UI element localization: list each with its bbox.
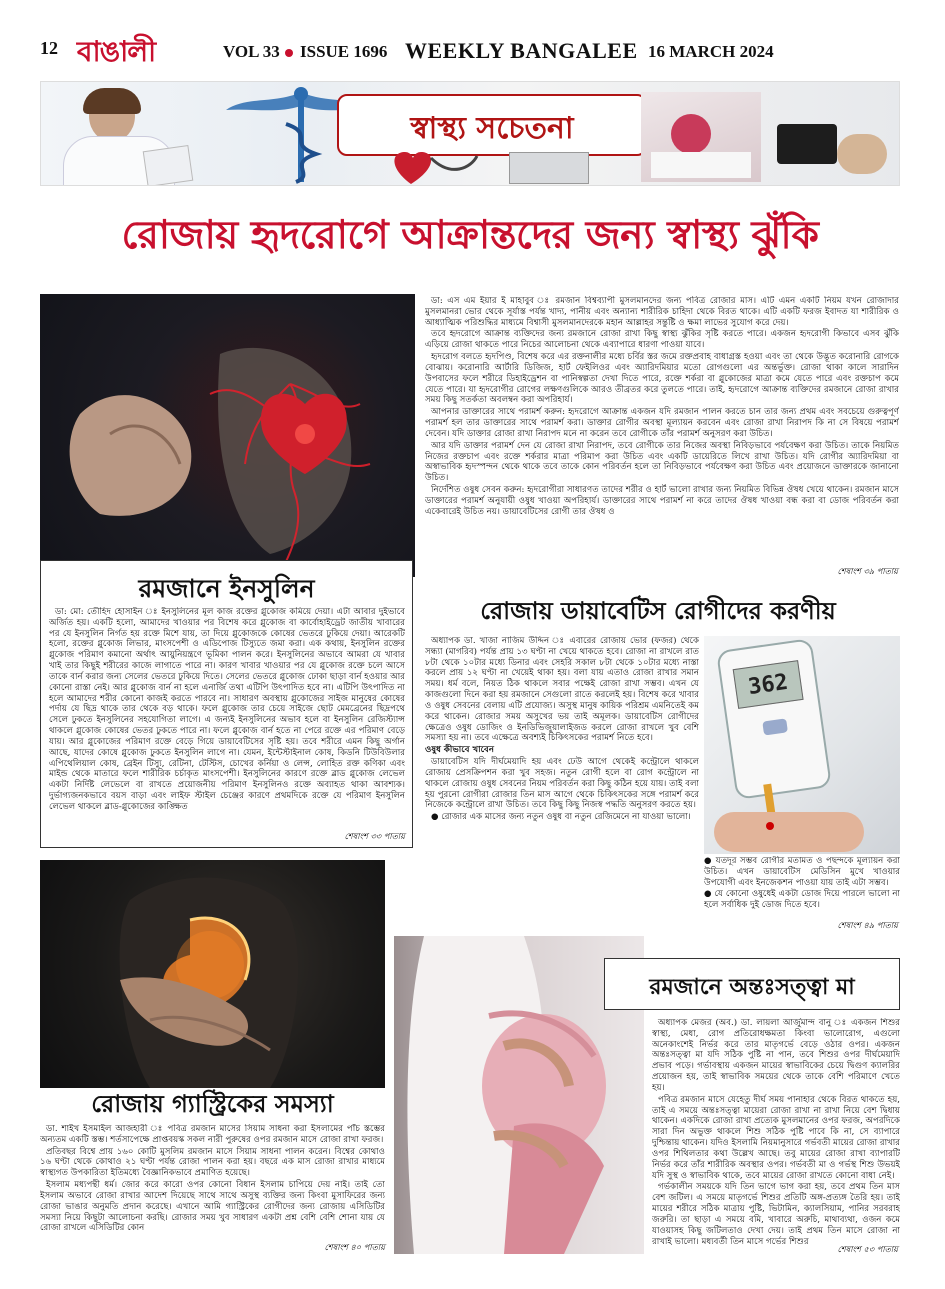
gastric-paragraph: ইসলাম মধ্যপন্থী ধর্ম। জোর করে কারো ওপর কোনো বিধান ইসলাম চাপিয়ে দেয় নাই। তাই তো ইসলাম অভাবে রোজা রাখার আদেশ দিয়েছে সাথে সাথে অসুস্থ ব্যক্তির জন্য কিংবা মুসাফিরের জন্য রোজা ভাঙার অনুমতি প্রদান করেছে। এখানে আমি গ্যাস্ট্রিকের রোগীদের জন্য রোজায় এসিডিটির সমস্যা নিয়ে কিছুটা আলোচনা করছি। রোজার সময় খুব সাধারণ একটা প্রশ্ন বেশি বেশি শোনা যায় যে রোজা রাখলে এসিডিটির কোন (40, 1180, 385, 1234)
banner-title: স্বাস্থ্য সচেতনা (410, 111, 574, 146)
gastric-continued: শেষাংশ ৪০ পাতায় (324, 1242, 385, 1252)
doctor-figure (49, 88, 199, 186)
diabetes-bullet: ● যে কোনো ওষুধেই একটা ডোজ দিয়ে পারলে ভালো না হলে সর্বাধিক দুই ডোজ দিতে হবে। (704, 889, 900, 911)
banner-title-box (337, 94, 647, 156)
diabetes-bullet: ● যতদূর সম্ভব রোগীর মতামত ও পছন্দকে মূল্যায়ন করা উচিত। এখন ডায়াবেটিস মেডিসিন মুখে খাওয়ার উপযোগী এবং ইনজেকশন পাওয়া যায় তাই এটা সম্ভব। (704, 856, 900, 888)
diabetes-title: রোজায় ডায়াবেটিস রোগীদের করণীয় (480, 597, 836, 625)
health-banner (40, 81, 900, 186)
pregnancy-continued: শেষাংশ ৫৩ পাতায় (837, 1244, 898, 1254)
dot-separator (285, 49, 293, 57)
heart-paragraph: আর যদি ডাক্তার পরামর্শ দেন যে রোজা রাখা নিরাপদ, তবে রোগীকে তার নিজের অবস্থা নিবিড়ভাবে পর্যবেক্ষণ করা উচিত। তাকে নিয়মিত নিজের রক্তচাপ এবং রক্তে শর্করার মাত্রা পরিমাপ করা উচিত এবং একটি ডায়েরিতে লিখে রাখা উচিত। যদি রোগীর অ্যারিদমিয়া বা অস্বাভাবিক হৃদস্পন্দন থেকে থাকে তবে তাকে কোন পরিবর্তন হলে তা নিবিড়ভাবে পর্যবেক্ষণ করা উচিত এবং প্রয়োজনে ডাক্তারকে জানানো উচিত। (425, 440, 899, 484)
pregnancy-paragraph: অধ্যাপক মেজর (অব.) ডা. লায়লা আর্জুমান্দ বানু ঃ একজন শিশুর স্বাস্থ্য, মেধা, রোগ প্রতিরোধক্ষমতা কিংবা ভালোরোগ, এগুলো অনেকাংশেই নির্ভর করে তার মাতৃগর্ভে বেড়ে ওঠার ওপর। একজন অন্তঃসত্ত্বা মা যদি সঠিক পুষ্টি না পান, তবে শিশুর ওপর দীর্ঘমেয়াদি প্রভাব পড়ে। গর্ভাবস্থায় একজন মায়ের স্বাভাবিকের চেয়ে দ্বিগুণ ক্যালরির প্রয়োজন হয়, তাই স্বাভাবিক সময়ের থেকে তাকে বেশি পরিমাণে খেতে হয়। (652, 1018, 900, 1093)
heart-stethoscope-image (381, 148, 481, 186)
main-headline: রোজায় হৃদরোগে আক্রান্তদের জন্য স্বাস্থ্য ঝুঁকি (121, 213, 819, 258)
heart-article-body (425, 296, 899, 568)
diabetes-paragraph: ● রোজার এক মাসের জন্য নতুন ওষুধ বা নতুন রেজিমেনে না যাওয়া ভালো। (431, 812, 691, 823)
pill-box-image (509, 152, 589, 184)
diabetes-continued: শেষাংশ ৪৯ পাতায় (837, 920, 898, 930)
issue-date: 16 MARCH 2024 (648, 42, 774, 61)
heart-paragraph: আপনার ডাক্তারের সাথে পরামর্শ করুন: হৃদরোগে আক্রান্ত একজন যদি রমজান পালন করতে চান তার জন্য প্রথম এবং সবচেয়ে গুরুত্বপূর্ণ পরামর্শ হল তার ডাক্তারের সাথে পরামর্শ করা। ডাক্তার রোগীর অবস্থা মূল্যায়ন করবেন এবং রোজা রাখা নিরাপদ কি না সে বিষয়ে পরামর্শ দেবেন। যদি ডাক্তার রোজা রাখা নিরাপদ মনে না করেন তবে রোগীকে তাঁর পরামর্শ অনুসরণ করা উচিত। (425, 407, 899, 439)
masthead (0, 0, 945, 78)
pregnancy-title: রমজানে অন্তঃসত্ত্বা মা (649, 975, 855, 1000)
insulin-continued: শেষাংশ ৩৩ পাতায় (344, 831, 405, 841)
gastric-paragraph: ডা. শাইখ ইসমাইল আজহারী ঃ পবিত্র রমজান মাসের সিয়াম সাধনা করা ইসলামের পাঁচ স্তম্ভের অন্যতম একটি স্তম্ভ। শর্তসাপেক্ষে প্রাপ্তবয়স্ক সকল নারী পুরুষের ওপর রমজান মাসে রোজা রাখা ফরজ। (40, 1124, 385, 1145)
stomach-pain-image (40, 860, 385, 1088)
insulin-title: রমজানে ইনসুলিন (138, 574, 315, 603)
glucometer-screen (733, 660, 804, 709)
volume: VOL 33 (223, 42, 280, 61)
pregnancy-title-box (604, 958, 900, 1010)
logo (64, 26, 168, 74)
heart-attack-image (40, 294, 415, 577)
diabetes-bullets (704, 856, 900, 922)
insulin-paragraph: ডা: মো: তৌহিদ হোসাইন ঃ ইনসুলিনের মূল কাজ রক্তের গ্লুকোজ কমিয়ে দেয়া। এটা আবার দুইভাবে অর্জিত হয়। একটি হলো, আমাদের খাওয়ার পর বিশেষ করে গ্লুকোজ বা কার্বোহাইড্রেট জাতীয় খাবারের পর যে ইনসুলিন নির্গত হয় রক্তে মিশে যায়, তা দিয়ে গ্লুকোজকে কোষের ভেতরে ঢুকিয়ে দেয়া। আরেকটি হলো, রক্তের গ্লুকোজ লিভার, মাংসপেশী ও এডিপোজ টিস্যুতে জমা করা। এক কথায়, ইনসুলিন রক্তের গ্লুকোজ পরিমাণ কমানো অর্থাৎ আয়ুনিয়ন্ত্রণে ভূমিকা পালন করে। ইনসুলিনের অভাবে আমরা যে খাবার খাই তার কিছুই শরীরের কাজে লাগাতে পারে না। কারণ খাবার খাওয়ার পর যে গ্লুকোজ রক্তে চলে আসে তাকে বার্ন করার জন্য সেলের ভেতরে ঢুকিয়ে দিতে। সেলের ভেতরে গ্লুকোজ ঢোকা ছাড়া বার্ন হওয়ার আর কোনো রাস্তা নেই। আর গ্লুকোজ বার্ন না হলে এনার্জি তথা এটিপি উৎপাদিত হবে না। এটিপি উৎপাদিত না হলে আমাদের শরীর কোনো কাজই করতে পারবে না। সাধারণ অবস্থায় গ্লুকোজের সাইজ মানুষের কোষের পর্দায় যে ছিদ্র থাকে তার থেকে বড় থাকে। ফলে গ্লুকোজ তার চেয়ে সাইজে ছোট মেমব্রেনের ছিদ্রপথে সেলে ঢুকতে ইনসুলিনের সহযোগিতা লাগে। এ জন্যই ইনসুলিনের অভাব হলে বা ইনসুলিন রেজিস্ট্যান্স থাকলে গ্লুকোজ কোষের ভেতর ঢুকতে পারে না। ফলে গ্লুকোজ বার্ন হতে না পেরে রক্তে এর পরিমাণ বেড়ে যায়। আর গ্লুকোজের পরিমাণ রক্তে বেড়ে গিয়ে ডায়াবেটিসের সৃষ্টি হয়। তবে শরীরে এমন কিছু অর্গান আছে, যাদের কোষে গ্লুকোজ ঢুকতে ইনসুলিন লাগে না। যেমন, ইন্টেস্টাইনাল কোষ, কিডনি টিউবিউলার এপিথেলিয়াল কোষ, ব্রেইন টিস্যু, রেটিনা, টেস্টিস, চোখের কর্নিয়া ও লেন্স, লোহিত রক্ত কণিকা এবং মাইন্ড থেকে মাতারে ফলে শারীরিক চর্চাকৃত মাংসপেশী। ইনসুলিনের কারণে রক্তে ব্লাড গ্লুকোজ লেভেল একটা নির্দিষ্ট লেভেলে বা রাখতে প্রয়োজনীয় পরিমাণ ইনসুলিনও রক্তে অব্যাহত থাকা আবশ্যক। দুর্ভাগ্যজনকভাবে বয়স বাড়া এবং লাইফ স্টাইল চেঞ্জের কারণে প্রথমদিকে রক্তে যে পরিমাণ ইনসুলিন লেভেল থাকলে ব্লাড-গ্লুকোজের কাঙ্ক্ষিত (49, 607, 405, 812)
pregnancy-paragraph: পবিত্র রমজান মাসে যেহেতু দীর্ঘ সময় পানাহার থেকে বিরত থাকতে হয়, তাই এ সময়ে অন্তঃসত্ত্বা মায়েরা রোজা রাখা না রাখা নিয়ে বেশ দ্বিধায় থাকেন। একদিকে রোজা রাখা প্রত্যেক মুসলমানের ওপর ফরজ, অপরদিকে সারা দিন অভুক্ত থাকলে শিশু সঠিক পুষ্টি পাবে কি না, সে ব্যাপারে দুশ্চিন্তায় থাকেন। যদিও ইসলামি নিয়মানুসারে গর্ভবতী মায়ের রোজা রাখার ওপর শিথিলতার কথা উল্লেখ আছে। তবু মায়ের রোজা রাখা ব্যাপারটি নির্ভর করে তাঁর শারীরিক অবস্থার ওপর। গর্ভবতী মা ও গর্ভস্থ শিশু উভয়ই যদি সুস্থ ও স্বাভাবিক থাকে, তবে মায়ের রোজা রাখতে কোনো বাধা নেই। (652, 1094, 900, 1181)
heart-paragraph: নির্দেশিত ওষুধ সেবন করুন: হৃদরোগীরা সাধারণত তাদের শরীর ও হার্ট ভালো রাখার জন্য নিয়মিত বিভিন্ন ঔষধ খেয়ে থাকেন। রমজান মাসে ডাক্তারের পরামর্শ অনুযায়ী ওষুধ খাওয়া অপরিহার্য। ডাক্তারের সাথে পরামর্শ না করে তাদের ঔষধ খাওয়া বন্ধ করা বা ডোজ পরিবর্তন করা একেবারেই উচিত নয়। ডায়াবেটিসের রোগী তার ঔষধ ও (425, 485, 899, 517)
finger (714, 812, 864, 852)
pregnancy-body (652, 1018, 900, 1252)
heart-paragraph: তবে হৃদরোগে আক্রান্ত ব্যক্তিদের জন্য রমজানে রোজা রাখা কিছু স্বাস্থ্য ঝুঁকির সৃষ্টি করতে পারে। একজন হৃদরোগী কিভাবে এসব ঝুঁকি এড়িয়ে রোজা থাকতে পারে নিচের আলোচনা থেকে এব্যাপারে ধারণা পাওয়া যাবে। (425, 329, 899, 351)
gastric-paragraph: প্রতিবছর বিশ্বে প্রায় ১৬০ কোটি মুসলিম রমজান মাসে সিয়াম সাধনা পালন করেন। বিশ্বের কোথাও ১৬ ঘণ্টা থেকে কোথাও ২১ ঘণ্টা পর্যন্ত রোজা পালন করা হয়। বছরে এক মাস রোজা রাখার মাধ্যমে স্বাস্থ্যগত উপকারিতা ইতিমধ্যে বৈজ্ঞানিকভাবে প্রমাণিত হয়েছে। (40, 1146, 385, 1179)
heart-paragraph: হৃদরোগ বলতে হৃদপিণ্ড, বিশেষ করে এর রক্তনালীর মধ্যে চর্বির স্তর জমে রক্তপ্রবাহ বাধাগ্রস্ত হওয়া এবং তা থেকে উদ্ভূত করোনারি রোগকে বোঝায়। করোনারি আর্টারি ডিজিজ, হার্ট ফেইলিওর এবং অ্যারিদমিয়ার মতো রোগগুলো এর অন্তর্ভুক্ত। রোজা থাকা কালে সারাদিন উপবাসের ফলে শরীরে ডিহাইড্রেশন বা পানিস্বল্পতা দেখা দিতে পারে, রক্তে শর্করা বা গ্লুকোজের মাত্রা কমে যেতে পারে এবং রক্তচাপ কমে যেতে পারে। যা হৃদরোগীর রোগের লক্ষণগুলিকে আরও তীব্রতর করে তুলতে পারে। তাই, হৃদরোগে আক্রান্ত ব্যক্তিদের রমজানে রোজা রাখার সময় কিছু সতর্কতা অবলম্বন করা অপরিহার্য। (425, 352, 899, 406)
issue: ISSUE 1696 (300, 42, 388, 61)
gastric-body (40, 1124, 385, 1242)
heart-paragraph: ডা: এস এম ইয়ার ই মাহাবুব ঃ রমজান বিশ্বব্যাপী মুসলমানদের জন্য পবিত্র রোজার মাস। এটি এমন একটি নিয়ম যখন রোজাদার মুসলমানরা ভোর থেকে সূর্যাস্ত পর্যন্ত খাদ্য, পানীয় এবং অন্যান্য শারীরিক চাহিদা থেকে বিরত থাকে। এটি একটি ফরজ ইবাদত যা শারীরিক ও আধ্যাত্মিক পরিশুদ্ধির মাধ্যমে বিশ্বাসী মুসলমানদেরকে মহান আল্লাহর সন্তুষ্টি ও ক্ষমা লাভের সুযোগ করে দেয়। (425, 296, 899, 328)
heart-continued: শেষাংশ ৩৯ পাতায় (837, 566, 898, 576)
diabetes-paragraph: অধ্যাপক ডা. খাজা নাজিম উদ্দিন ঃ এবারের রোজায় ভোর (ফজর) থেকে সন্ধ্যা (মাগরিব) পর্যন্ত প্রায় ১৩ ঘণ্টা না খেয়ে থাকতে হবে। রোজা না রাখলে রাত ৮টা থেকে ১০টার মধ্যে ডিনার এবং সেহরি সকাল ৮টা থেকে ১০টার মধ্যে নাস্তা করলে প্রায় ১২ ঘণ্টা না খেয়েই থাকা হয়। বলা যায় এতাও রোজা রাখার সমান সময়। ধর্ম বলে, নিয়ত ঠিক থাকলে সবার পক্ষেই রোজা রাখা সম্ভব। এখন যে কাজগুলো দিনে করা হয় রমজানে সেগুলো রাতে করলেই হয়। বিশেষ করে খাবার ও ওষুধ সেবনের বেলায় এটি প্রযোজ্য। অসুস্থ মানুষ কায়িক পরিশ্রম এমনিতেই কম করে থাকেন। রোজার সময় অসুখের ভয় তাই অমূলক। ডায়াবেটিস রোগীদের ক্ষেত্রেও ওষুধ ডোজিং ও ইনডিভিজুয়ালাইজড করলে রোজা রাখলে খুব বেশি সমস্যা হয় না। তবে এক্ষেত্রে অবশ্যই চিকিৎসকের পরামর্শ নিতে হবে। (425, 636, 699, 744)
gastric-title: রোজায় গ্যাস্ট্রিকের সমস্যা (91, 1090, 334, 1118)
diabetes-subheading: ওষুধ কীভাবে খাবেন (425, 745, 494, 756)
hospital-bed-image (641, 92, 761, 182)
logo-text: বাঙালী (76, 35, 156, 68)
insulin-article-box (40, 560, 413, 848)
pregnancy-paragraph: গর্ভকালীন সময়কে যদি তিন ভাগে ভাগ করা হয়, তবে প্রথম তিন মাস বেশ জটিল। এ সময়ে মাতৃগর্ভে শিশুর প্রতিটি অঙ্গ-প্রত্যঙ্গ তৈরি হয়। তাই মায়ের শরীরে সঠিক মাত্রায় পুষ্টি, ভিটামিন, ক্যালসিয়াম, পানির সরবরাহ জরুরি। তা ছাড়া এ সময়ে বমি, খাবারে অরুচি, মাথাব্যথা, ওজন কমে যাওয়াসহ কিছু জটিলতাও দেখা দেয়। তাই প্রথম তিন মাসে রোজা না রাখাই ভালো। মধ্যবর্তী তিন মাসে গর্ভের শিশুর (652, 1182, 900, 1247)
glucometer-image (704, 636, 900, 854)
blood-pressure-image (767, 104, 897, 184)
blood-drop (766, 822, 774, 830)
diabetes-body (425, 636, 699, 916)
diabetes-paragraph: ডায়াবেটিস যদি দীর্ঘমেয়াদি হয় এবং ঢেউ আগে থেকেই কন্ট্রোলে থাকলে রোজায় প্রেসক্রিপশন করা খুব সহজ। নতুন রোগী হলে বা রোগ কন্ট্রোলে না থাকলে রোজায় ওষুধ সেবনের নিয়ম পরিবর্তন করা কিছু কঠিন হয়ে যায়। তাই বলা হয় পুরনো রোগীরা রোজার তিন মাস আগে থেকে চিকিৎসকের সঙ্গে পরামর্শ করে নিজেকে কন্ট্রোলে রাখা উচিত। তবে কিছু কিছু নিজস্ব পদ্ধতি অনুসরণ করতে হয়। (425, 757, 699, 811)
page-number: 12 (40, 38, 58, 58)
paper-name: WEEKLY BANGALEE (405, 38, 638, 63)
glucometer-device (716, 638, 832, 800)
glucometer-reading: 362 (746, 669, 790, 701)
insulin-body (49, 607, 405, 829)
